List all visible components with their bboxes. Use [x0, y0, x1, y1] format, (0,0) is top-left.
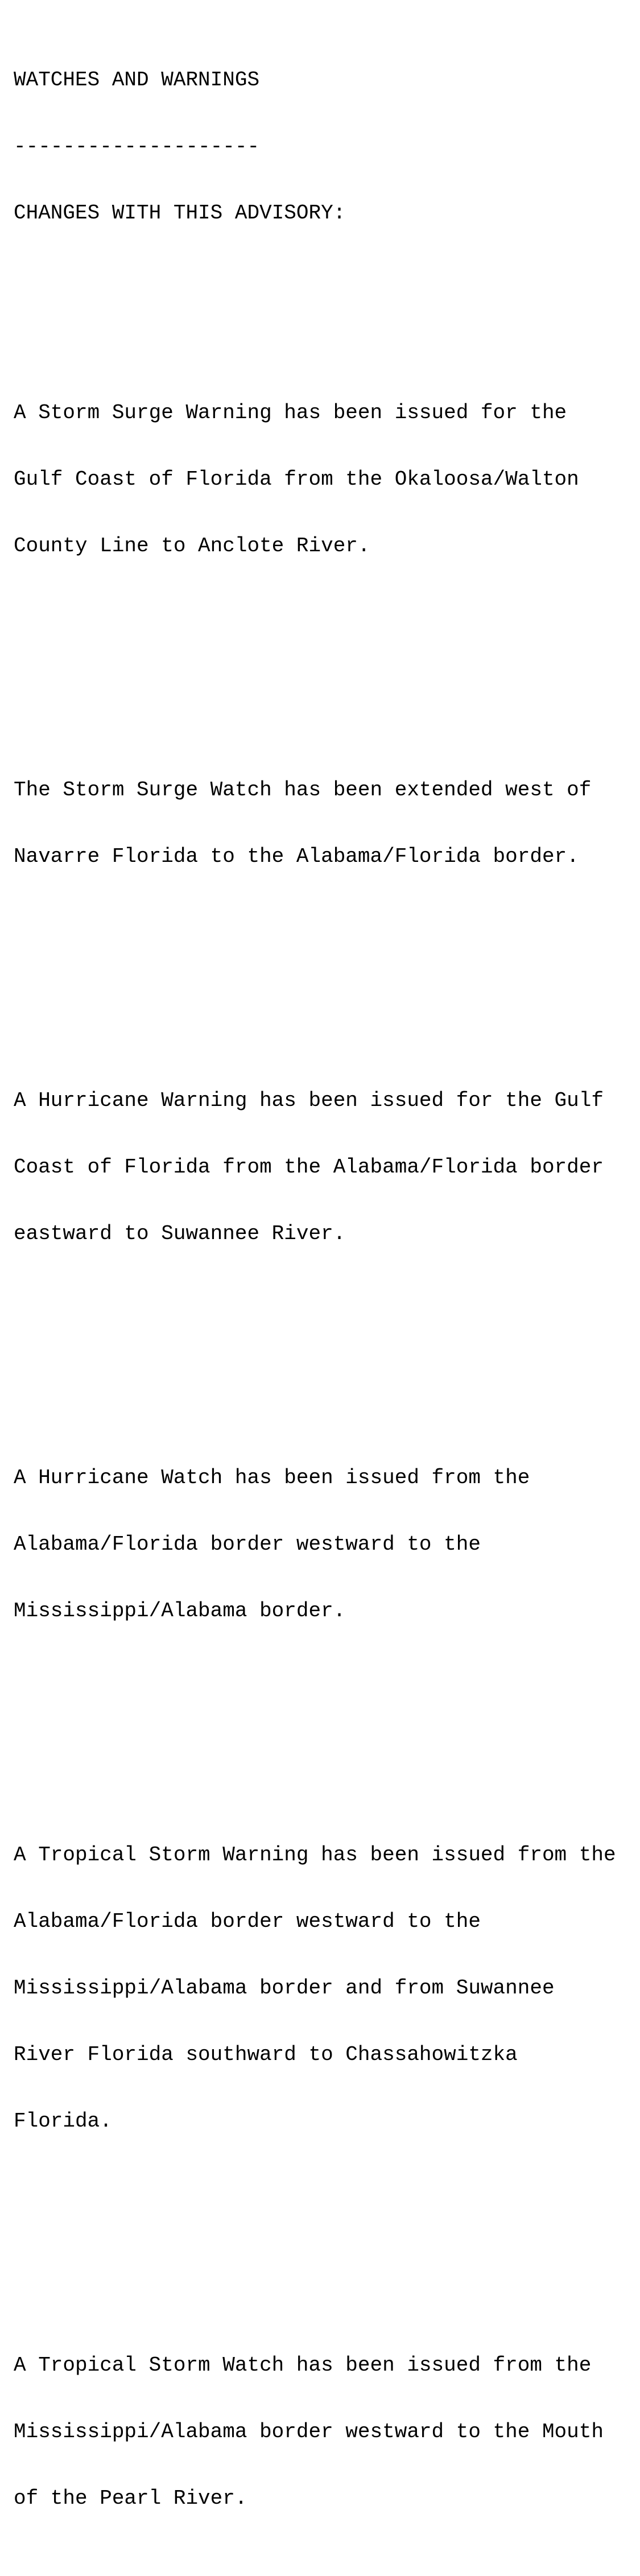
spacer	[14, 1334, 634, 1356]
spacer	[14, 1711, 634, 1733]
paragraph-line: Alabama/Florida border westward to the	[14, 1910, 481, 1933]
heading-underline: --------------------	[14, 135, 260, 158]
paragraph-line: Florida.	[14, 2109, 112, 2133]
paragraph-line: Mississippi/Alabama border westward to the Mouth	[14, 2420, 604, 2443]
paragraph-line: eastward to Suwannee River.	[14, 1222, 346, 1245]
paragraph-line: A Hurricane Watch has been issued from the	[14, 1466, 530, 1489]
paragraph-line: Gulf Coast of Florida from the Okaloosa/Walton	[14, 468, 579, 491]
paragraph-line: A Tropical Storm Warning has been issued from the	[14, 1843, 616, 1867]
changes-subheading: CHANGES WITH THIS ADVISORY:	[14, 201, 346, 225]
paragraph-hurricane-watch	[14, 1422, 634, 1666]
paragraph-line: A Hurricane Warning has been issued for the Gulf	[14, 1089, 604, 1112]
spacer	[14, 2221, 634, 2243]
paragraph-line: The Storm Surge Watch has been extended west of	[14, 778, 592, 802]
paragraph-hurricane-warning	[14, 1045, 634, 1289]
paragraph-line: A Tropical Storm Watch has been issued from the	[14, 2354, 592, 2377]
paragraph-line: Coast of Florida from the Alabama/Florida border	[14, 1155, 604, 1179]
paragraph-line: Mississippi/Alabama border.	[14, 1599, 346, 1623]
spacer	[14, 646, 634, 668]
paragraph-storm-surge-warning	[14, 357, 634, 601]
paragraph-line: County Line to Anclote River.	[14, 534, 370, 558]
paragraph-line: Mississippi/Alabama border and from Suwannee	[14, 1976, 555, 2000]
paragraph-line: River Florida southward to Chassahowitzka	[14, 2043, 518, 2066]
paragraph-line: Navarre Florida to the Alabama/Florida border.	[14, 845, 579, 868]
paragraph-line: A Storm Surge Warning has been issued for the	[14, 401, 567, 424]
section-heading: WATCHES AND WARNINGS	[14, 68, 260, 92]
paragraph-line: of the Pearl River.	[14, 2487, 247, 2510]
paragraph-tropical-storm-warning	[14, 1799, 634, 2177]
paragraph-tropical-storm-watch	[14, 2310, 634, 2554]
spacer	[14, 269, 634, 291]
paragraph-storm-surge-watch	[14, 734, 634, 912]
advisory-document	[14, 24, 634, 2576]
paragraph-line: Alabama/Florida border westward to the	[14, 1533, 481, 1556]
spacer	[14, 956, 634, 979]
